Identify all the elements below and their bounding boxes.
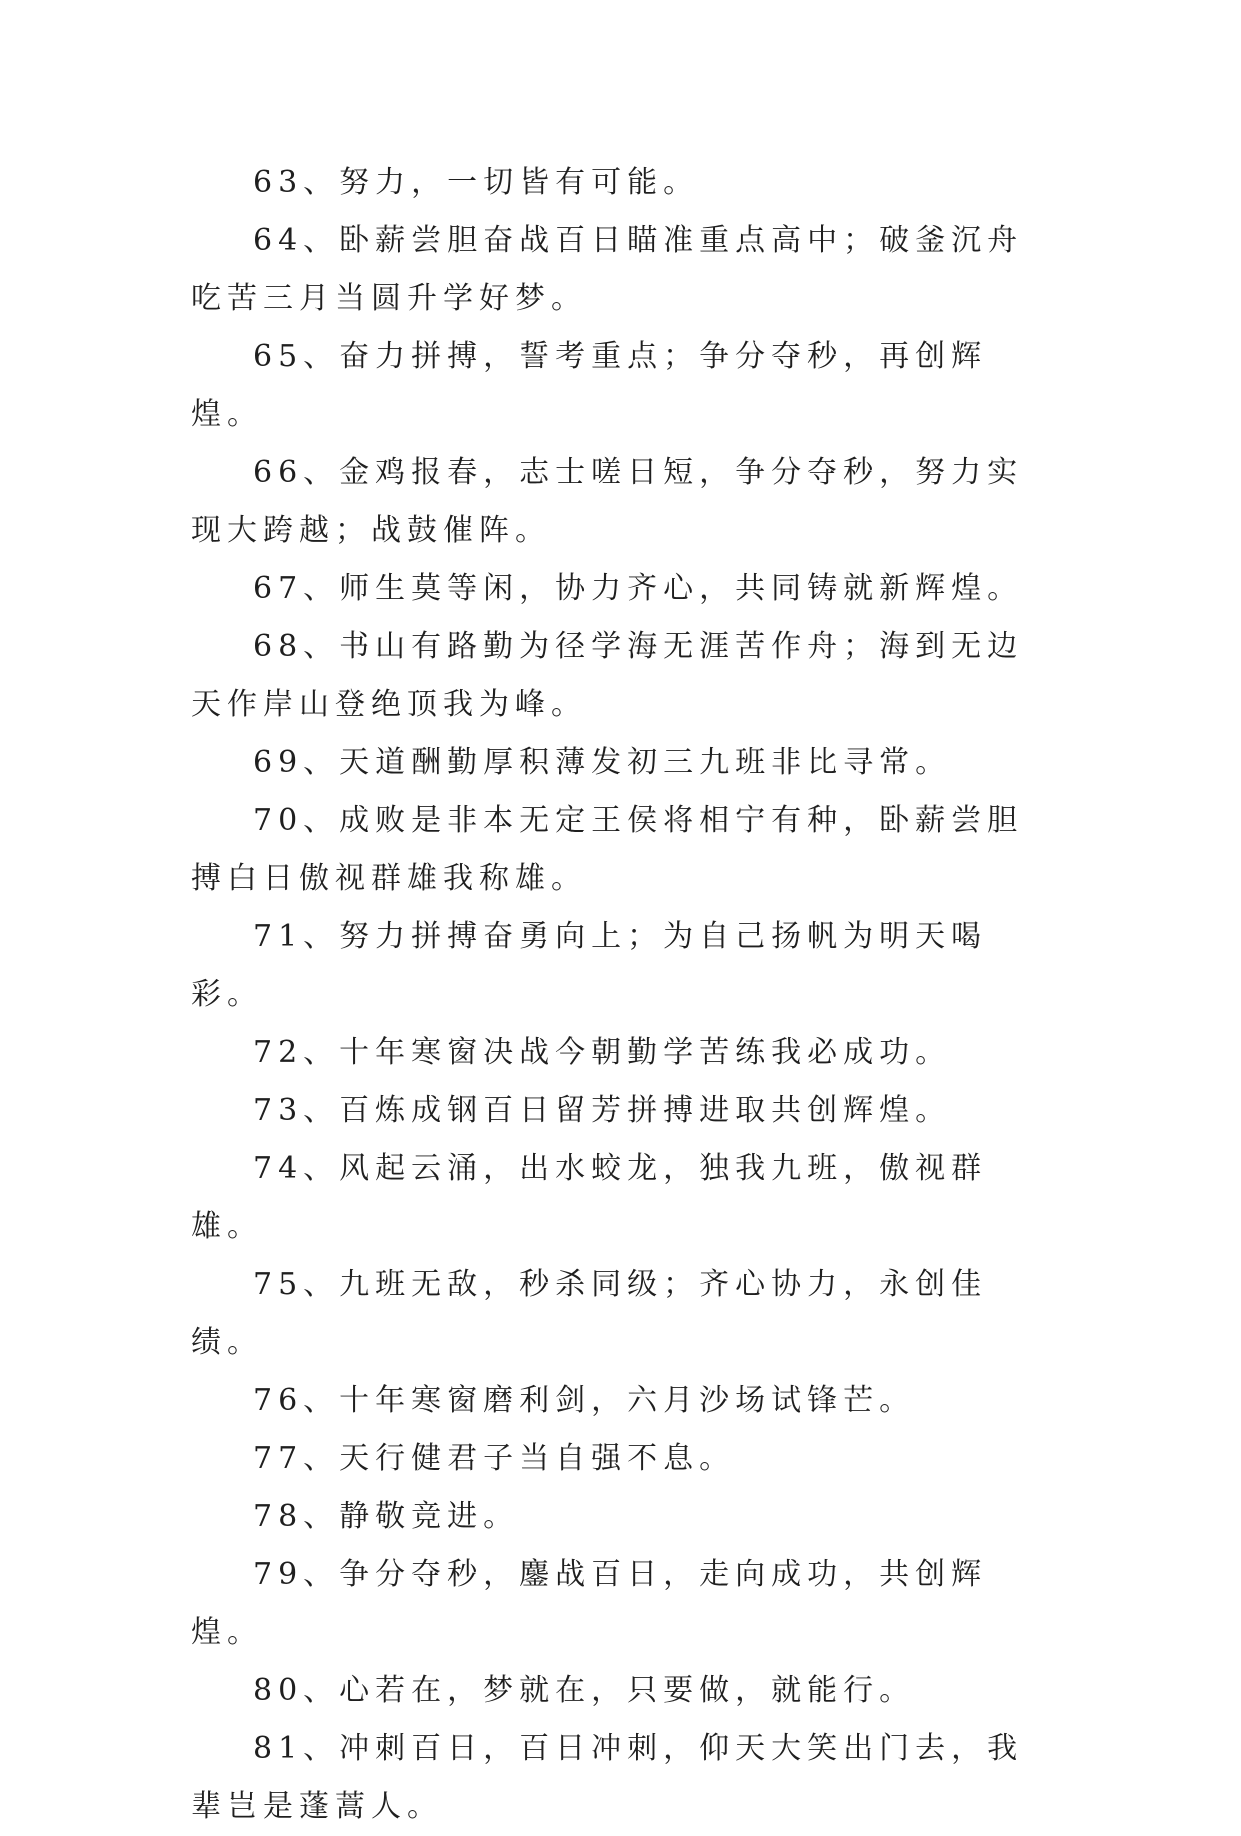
slogan-67: 67、师生莫等闲，协力齐心，共同铸就新辉煌。 bbox=[253, 571, 1024, 606]
slogan-66: 66、金鸡报春，志士嗟日短，争分夺秒，努力实现大跨越；战鼓催阵。 bbox=[191, 455, 1024, 548]
slogan-76: 76、十年寒窗磨利剑，六月沙场试锋芒。 bbox=[253, 1383, 916, 1418]
slogan-68: 68、书山有路勤为径学海无涯苦作舟；海到无边天作岸山登绝顶我为峰。 bbox=[191, 629, 1024, 722]
slogan-64: 64、卧薪尝胆奋战百日瞄准重点高中；破釜沉舟吃苦三月当圆升学好梦。 bbox=[191, 223, 1024, 316]
slogan-72: 72、十年寒窗决战今朝勤学苦练我必成功。 bbox=[253, 1035, 952, 1070]
slogan-77: 77、天行健君子当自强不息。 bbox=[253, 1441, 736, 1476]
slogan-63: 63、努力，一切皆有可能。 bbox=[253, 165, 700, 200]
slogan-71: 71、努力拼搏奋勇向上；为自己扬帆为明天喝彩。 bbox=[191, 919, 988, 1012]
slogan-73: 73、百炼成钢百日留芳拼搏进取共创辉煌。 bbox=[253, 1093, 952, 1128]
slogan-80: 80、心若在，梦就在，只要做，就能行。 bbox=[253, 1673, 916, 1708]
slogan-78: 78、静敬竞进。 bbox=[253, 1499, 520, 1534]
slogan-81: 81、冲刺百日，百日冲刺，仰天大笑出门去，我辈岂是蓬蒿人。 bbox=[191, 1731, 1024, 1824]
slogan-69: 69、天道酬勤厚积薄发初三九班非比寻常。 bbox=[253, 745, 952, 780]
slogan-79: 79、争分夺秒，鏖战百日，走向成功，共创辉煌。 bbox=[191, 1557, 988, 1650]
slogan-65: 65、奋力拼搏，誓考重点；争分夺秒，再创辉煌。 bbox=[191, 339, 988, 432]
document-body bbox=[191, 154, 1053, 1836]
slogan-74: 74、风起云涌，出水蛟龙，独我九班，傲视群雄。 bbox=[191, 1151, 988, 1244]
slogan-70: 70、成败是非本无定王侯将相宁有种，卧薪尝胆搏白日傲视群雄我称雄。 bbox=[191, 803, 1024, 896]
slogan-75: 75、九班无敌，秒杀同级；齐心协力，永创佳绩。 bbox=[191, 1267, 988, 1360]
